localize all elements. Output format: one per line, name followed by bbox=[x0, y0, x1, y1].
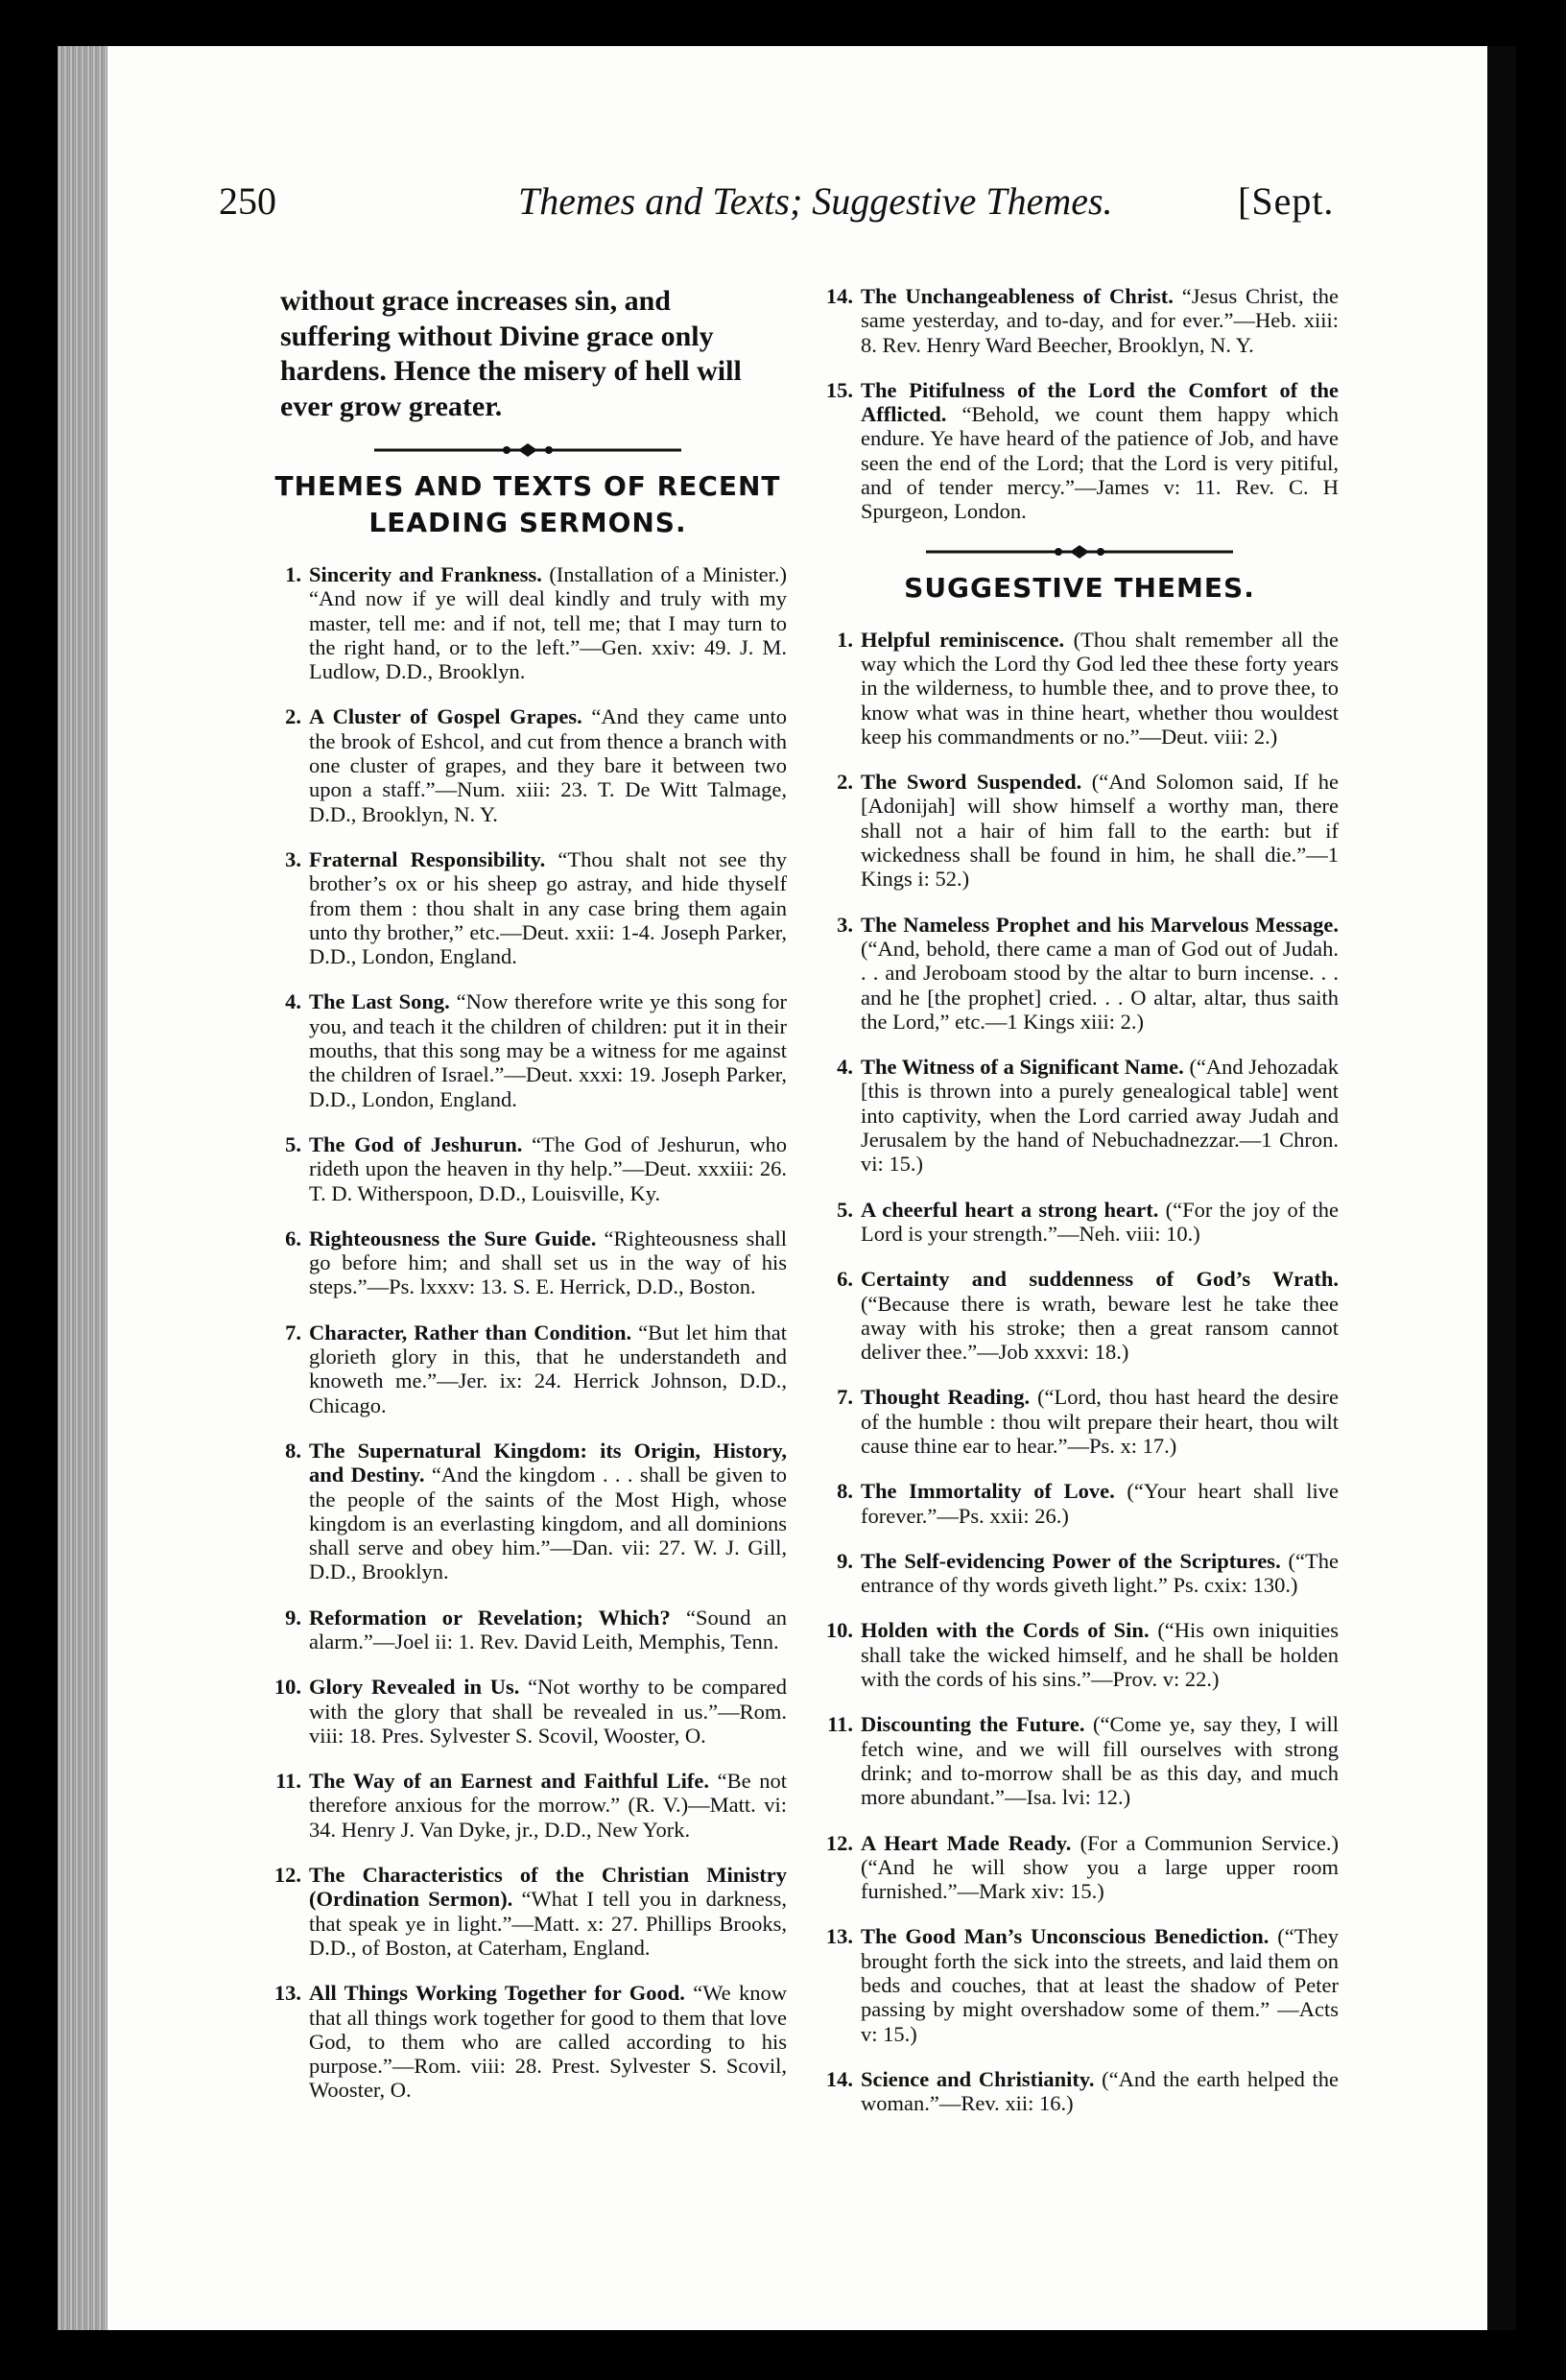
item-number: 9. bbox=[285, 1605, 301, 1630]
list-item bbox=[269, 989, 787, 1110]
item-number: 14. bbox=[825, 2066, 853, 2091]
running-month: [Sept. bbox=[1238, 179, 1335, 223]
sermon-list bbox=[269, 562, 787, 2103]
item-number: 1. bbox=[837, 627, 853, 652]
item-number: 10. bbox=[825, 1618, 853, 1643]
list-item bbox=[820, 1618, 1339, 1691]
item-text bbox=[861, 378, 1339, 524]
item-body: “Righteousness shall go before him; and shall set us in the way of his steps.”—Ps. lxxxv: 13. S. E. Herrick, D.D., Boston. bbox=[309, 1226, 788, 1299]
item-title: The Good Man’s Unconscious Benediction. bbox=[861, 1924, 1269, 1949]
item-text bbox=[309, 1606, 787, 1654]
item-body: “And they came unto the brook of Eshcol, and cut from thence a branch with one cluster of grapes, and they bare it between two upon a staff.”—Num. xiii: 23. T. De Witt Talmage, D.D., Brooklyn, N. Y. bbox=[309, 704, 788, 826]
item-body: (“They brought forth the sick into the streets, and laid them on beds and couches, that at least the shadow of Peter passing by might overshadow some of them.” —Acts v: 15.) bbox=[861, 1924, 1339, 2046]
list-item bbox=[820, 2067, 1339, 2116]
item-text bbox=[861, 1055, 1339, 1176]
item-body: “The God of Jeshurun, who rideth upon the heaven in thy help.”—Deut. xxxiii: 26. T. D. Witherspoon, D.D., Louisville, Ky. bbox=[309, 1131, 787, 1205]
item-text bbox=[861, 1924, 1339, 2045]
list-item bbox=[269, 1769, 787, 1842]
item-text bbox=[861, 284, 1339, 357]
list-item bbox=[820, 1831, 1339, 1904]
item-text bbox=[861, 913, 1339, 1034]
item-text bbox=[309, 989, 787, 1110]
item-number: 6. bbox=[837, 1267, 853, 1292]
item-body: “And the kingdom . . . shall be given to the people of the saints of the Most High, whose kingdom is an everlasting kingdom, and all dominions shall serve and obey him.”—Dan. vii: 27. W. J. Gill, D.D., Brooklyn. bbox=[309, 1463, 787, 1584]
item-title: The Self-evidencing Power of the Scriptures. bbox=[861, 1548, 1281, 1573]
item-title: The Immortality of Love. bbox=[861, 1479, 1115, 1504]
item-number: 11. bbox=[275, 1769, 301, 1794]
item-number: 3. bbox=[837, 912, 853, 937]
item-number: 1. bbox=[285, 562, 301, 586]
list-item bbox=[269, 1981, 787, 2102]
list-item bbox=[820, 1055, 1339, 1176]
item-body: “But let him that glorieth glory in this, that he understandeth and knoweth me.”—Jer. ix: 24. Herrick Johnson, D.D., Chicago. bbox=[309, 1320, 788, 1417]
item-text bbox=[861, 770, 1339, 891]
item-body: (“And the earth helped the woman.”—Rev. xii: 16.) bbox=[861, 2066, 1339, 2116]
item-text bbox=[309, 562, 787, 683]
list-item bbox=[820, 284, 1339, 357]
item-text bbox=[309, 1769, 787, 1842]
list-item bbox=[820, 1712, 1339, 1809]
item-body: “Behold, we count them happy which endure. Ye have heard of the patience of Job, and have seen the end of the Lord; that the Lord is very pitiful, and of tender mercy.”—James v: 11. Rev. C. H Spurgeon, London. bbox=[861, 402, 1340, 524]
item-title: Helpful reminiscence. bbox=[861, 627, 1065, 652]
item-title: The Supernatural Kingdom: its Origin, History, and Destiny. bbox=[309, 1438, 787, 1488]
item-text bbox=[861, 1385, 1339, 1458]
item-title: Discounting the Future. bbox=[861, 1712, 1085, 1737]
item-number: 2. bbox=[285, 704, 301, 729]
list-item bbox=[820, 1924, 1339, 2045]
list-item bbox=[269, 1321, 787, 1417]
item-body: (Thou shalt remember all the way which the Lord thy God led thee these forty years in the wilderness, to humble thee, and to prove thee, to know what was in thine heart, whether thou wouldest keep his commandments or no.”—Deut. viii: 2.) bbox=[861, 627, 1340, 749]
item-text bbox=[861, 1198, 1339, 1247]
list-item bbox=[820, 378, 1339, 524]
item-number: 5. bbox=[837, 1197, 853, 1222]
item-text bbox=[309, 1439, 787, 1584]
item-body: (“And Jehozadak [this is thrown into a purely genealogical table] went into captivity, when the Lord carried away Judah and Jerusalem by the hand of Nebuchadnezzar.—1 Chron. vi: 15.) bbox=[861, 1055, 1340, 1177]
item-title: A Cluster of Gospel Grapes. bbox=[309, 704, 582, 729]
item-number: 9. bbox=[837, 1548, 853, 1573]
running-title: Themes and Texts; Suggestive Themes. bbox=[518, 179, 1113, 223]
item-text bbox=[861, 2067, 1339, 2116]
item-number: 8. bbox=[837, 1479, 853, 1504]
item-number: 15. bbox=[825, 377, 853, 402]
item-body: (“Come ye, say they, I will fetch wine, and we will fill ourselves with strong drink; and to-morrow shall be as this day, and much more abundant.”—Isa. lvi: 12.) bbox=[861, 1712, 1339, 1810]
list-item bbox=[269, 847, 787, 968]
list-item bbox=[269, 1439, 787, 1584]
item-title: The Unchangeableness of Christ. bbox=[861, 284, 1174, 308]
item-title: The Last Song. bbox=[309, 989, 450, 1014]
item-title: Certainty and suddenness of God’s Wrath. bbox=[861, 1267, 1339, 1292]
item-title: Fraternal Responsibility. bbox=[309, 846, 546, 871]
item-title: A Heart Made Ready. bbox=[861, 1830, 1072, 1855]
item-number: 8. bbox=[285, 1438, 301, 1463]
list-item bbox=[820, 1549, 1339, 1598]
item-title: The Pitifulness of the Lord the Comfort of the Afflicted. bbox=[861, 377, 1339, 427]
item-title: The Sword Suspended. bbox=[861, 770, 1082, 795]
item-body: (“And Solomon said, If he [Adonijah] will show himself a worthy man, there shall not a hair of him fall to the earth: but if wickedness shall be found in him, he shall die.”—1 Kings i: 52.) bbox=[861, 770, 1339, 892]
item-title: Righteousness the Sure Guide. bbox=[309, 1226, 597, 1250]
item-title: Reformation or Revelation; Which? bbox=[309, 1605, 671, 1630]
list-item bbox=[820, 1267, 1339, 1364]
item-text bbox=[309, 1675, 787, 1748]
item-title: Thought Reading. bbox=[861, 1385, 1031, 1410]
item-title: The Nameless Prophet and his Marvelous Message. bbox=[861, 912, 1339, 937]
section-heading-recent-sermons: THEMES AND TEXTS OF RECENT LEADING SERMONS. bbox=[274, 470, 781, 538]
item-body: (For a Communion Service.) (“And he will show you a large upper room furnished.”—Mark xiv: 15.) bbox=[861, 1830, 1339, 1904]
item-body: (Installation of a Minister.) “And now if ye will deal kindly and truly with my master, tell me: and if not, tell me; that I may turn to the right hand, or to the left.”—Gen. xxiv: 49. J. M. Ludlow, D.D., Brooklyn. bbox=[309, 562, 788, 684]
item-title: All Things Working Together for Good. bbox=[309, 1981, 685, 2006]
item-text bbox=[861, 1267, 1339, 1364]
item-title: Character, Rather than Condition. bbox=[309, 1320, 632, 1345]
item-number: 12. bbox=[273, 1863, 301, 1888]
item-number: 13. bbox=[825, 1924, 853, 1949]
item-body: (“His own iniquities shall take the wicked himself, and he shall be holden with the cords of his sins.”—Prov. v: 22.) bbox=[861, 1618, 1340, 1692]
list-item bbox=[820, 1479, 1339, 1528]
item-number: 6. bbox=[285, 1226, 301, 1250]
list-item bbox=[269, 562, 787, 683]
item-text bbox=[861, 1549, 1339, 1598]
list-item bbox=[269, 1226, 787, 1299]
item-title: The Way of an Earnest and Faithful Life. bbox=[309, 1769, 709, 1794]
item-text bbox=[309, 847, 787, 968]
list-item bbox=[269, 704, 787, 825]
item-body: “Not worthy to be compared with the glory that shall be revealed in us.”—Rom. viii: 18. Pres. Sylvester S. Scovil, Wooster, O. bbox=[309, 1675, 788, 1748]
item-title: The God of Jeshurun. bbox=[309, 1131, 523, 1156]
ornament-divider bbox=[374, 443, 681, 457]
item-body: (“And, behold, there came a man of God out of Judah. . . and Jeroboam stood by the altar to burn incense. . . and he [the prophet] cried. . . O altar, altar, thus saith the Lord,” etc.—1 Kings xiii: 2.) bbox=[861, 936, 1339, 1034]
item-body: (“For the joy of the Lord is your strength.”—Neh. viii: 10.) bbox=[861, 1197, 1339, 1246]
list-item bbox=[269, 1675, 787, 1748]
item-title: Science and Christianity. bbox=[861, 2066, 1095, 2091]
item-number: 7. bbox=[837, 1385, 853, 1410]
item-text bbox=[309, 704, 787, 825]
item-text bbox=[861, 1712, 1339, 1809]
item-number: 12. bbox=[825, 1830, 853, 1855]
page-number: 250 bbox=[219, 179, 276, 223]
item-number: 4. bbox=[837, 1055, 853, 1080]
item-title: The Witness of a Significant Name. bbox=[861, 1055, 1184, 1080]
item-number: 14. bbox=[825, 284, 853, 308]
intro-paragraph: without grace increases sin, and suffering without Divine grace only hardens. Hence the misery of hell will ever grow greater. bbox=[280, 285, 742, 422]
item-body: “Thou shalt not see thy brother’s ox or his sheep go astray, and hide thyself from them : thou shalt in any case bring them again unto thy brother,” etc.—Deut. xxii: 1-4. Joseph Parker, D.D., London, England. bbox=[309, 846, 787, 969]
item-number: 3. bbox=[285, 846, 301, 871]
item-title: The Characteristics of the Christian Ministry (Ordination Sermon). bbox=[309, 1863, 787, 1912]
item-number: 5. bbox=[285, 1131, 301, 1156]
item-text bbox=[861, 1479, 1339, 1528]
item-body: “Be not therefore anxious for the morrow.” (R. V.)—Matt. vi: 34. Henry J. Van Dyke, jr., D.D., New York. bbox=[309, 1769, 787, 1842]
left-column bbox=[269, 284, 787, 2124]
item-body: “What I tell you in darkness, that speak ye in light.”—Matt. x: 27. Phillips Brooks, D.D., of Boston, at Caterham, England. bbox=[309, 1887, 787, 1960]
facing-page-edge bbox=[1487, 46, 1516, 2330]
list-item bbox=[820, 913, 1339, 1034]
right-column bbox=[820, 284, 1339, 2137]
item-body: “Now therefore write ye this song for you, and teach it the children of children: put it in their mouths, that this song may be a witness for me against the children of Israel.”—Deut. xxxi: 19. Joseph Parker, D.D., London, England. bbox=[309, 989, 788, 1111]
item-text bbox=[861, 628, 1339, 749]
sermon-list-continued bbox=[820, 284, 1339, 524]
item-text bbox=[309, 1132, 787, 1205]
list-item bbox=[820, 770, 1339, 891]
item-number: 10. bbox=[273, 1675, 301, 1700]
item-text bbox=[861, 1618, 1339, 1691]
item-title: Sincerity and Frankness. bbox=[309, 562, 542, 586]
page-edge bbox=[58, 46, 107, 2330]
list-item bbox=[269, 1606, 787, 1654]
item-title: A cheerful heart a strong heart. bbox=[861, 1197, 1159, 1222]
item-body: “We know that all things work together for good to them that love God, to them who are called according to his purpose.”—Rom. viii: 28. Prest. Sylvester S. Scovil, Wooster, O. bbox=[309, 1981, 787, 2103]
item-number: 13. bbox=[273, 1981, 301, 2006]
item-text bbox=[309, 1321, 787, 1417]
item-text bbox=[309, 1981, 787, 2102]
item-number: 4. bbox=[285, 989, 301, 1014]
item-number: 11. bbox=[827, 1712, 853, 1737]
item-body: “Jesus Christ, the same yesterday, and to-day, and for ever.”—Heb. xiii: 8. Rev. Henry Ward Beecher, Brooklyn, N. Y. bbox=[861, 284, 1339, 357]
item-title: Holden with the Cords of Sin. bbox=[861, 1618, 1150, 1643]
item-body: “Sound an alarm.”—Joel ii: 1. Rev. David Leith, Memphis, Tenn. bbox=[309, 1605, 787, 1654]
item-body: (“Your heart shall live forever.”—Ps. xxii: 26.) bbox=[861, 1479, 1339, 1528]
item-body: (“Lord, thou hast heard the desire of the humble : thou wilt prepare their heart, thou wilt cause thine ear to hear.”—Ps. x: 17.) bbox=[861, 1385, 1340, 1458]
item-body: (“Because there is wrath, beware lest he take thee away with his stroke; then a great ransom cannot deliver thee.”—Job xxxvi: 18.) bbox=[861, 1291, 1339, 1365]
list-item bbox=[269, 1863, 787, 1960]
section-heading-suggestive-themes: SUGGESTIVE THEMES. bbox=[904, 571, 1255, 604]
item-body: (“The entrance of thy words giveth light.” Ps. cxix: 130.) bbox=[861, 1548, 1340, 1598]
item-text bbox=[861, 1831, 1339, 1904]
item-title: Glory Revealed in Us. bbox=[309, 1675, 520, 1700]
ornament-divider bbox=[926, 545, 1233, 559]
item-text bbox=[309, 1226, 787, 1299]
list-item bbox=[820, 1385, 1339, 1458]
list-item bbox=[820, 628, 1339, 749]
list-item bbox=[269, 1132, 787, 1205]
list-item bbox=[820, 1198, 1339, 1247]
item-number: 7. bbox=[285, 1320, 301, 1345]
suggestive-themes-list bbox=[820, 628, 1339, 2116]
item-text bbox=[309, 1863, 787, 1960]
item-number: 2. bbox=[837, 770, 853, 795]
